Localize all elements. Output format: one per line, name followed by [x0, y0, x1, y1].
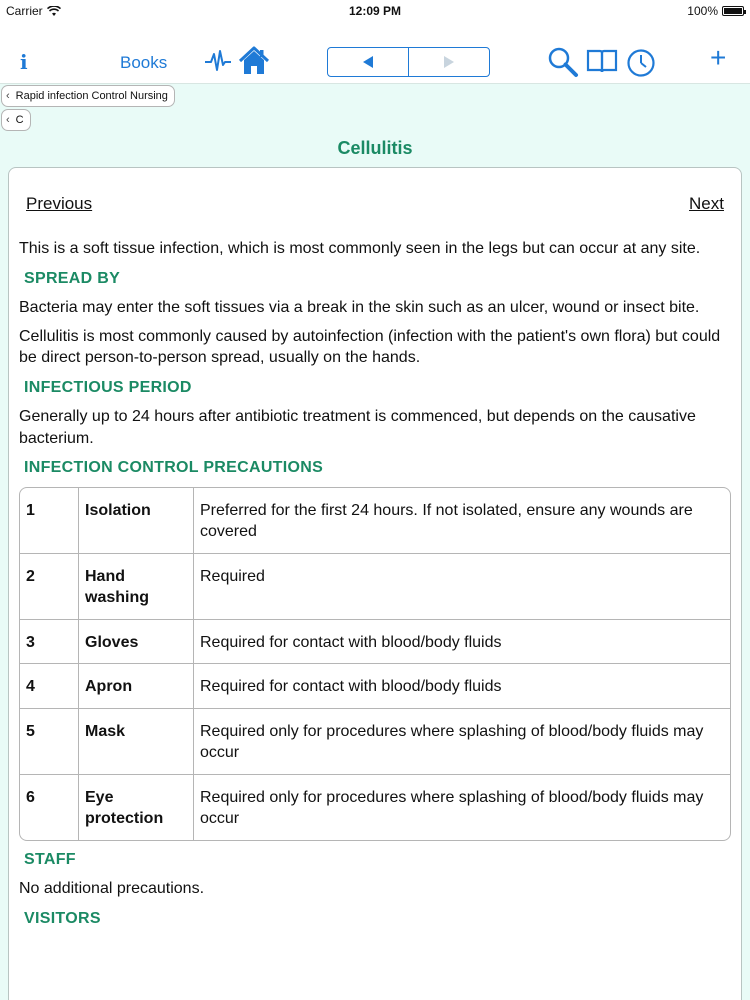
precautions-table	[19, 487, 731, 841]
row-number: 4	[20, 664, 79, 709]
row-value: Preferred for the first 24 hours. If not isolated, ensure any wounds are covered	[194, 488, 730, 554]
table-row	[20, 620, 730, 665]
page-title: Cellulitis	[337, 138, 413, 158]
row-value: Required only for procedures where splashing of blood/body fluids may occur	[200, 788, 704, 827]
breadcrumb-book[interactable]	[1, 85, 175, 107]
info-button[interactable]: i	[20, 50, 28, 74]
staff-paragraph: No additional precautions.	[19, 880, 205, 897]
table-row	[20, 554, 730, 620]
table-row	[20, 488, 730, 554]
bookmarks-button[interactable]	[586, 48, 618, 79]
row-item: Eye protection	[79, 775, 194, 840]
add-button[interactable]: +	[710, 42, 727, 73]
table-row	[20, 664, 730, 709]
history-button[interactable]	[626, 48, 656, 83]
row-number: 1	[20, 488, 79, 554]
battery-percent: 100%	[687, 4, 718, 18]
breadcrumb-label: C	[15, 114, 24, 126]
open-book-icon	[586, 48, 618, 74]
article-body	[19, 238, 735, 937]
search-icon	[547, 46, 579, 78]
row-value: Required only for procedures where splashing of blood/body fluids may occur	[194, 709, 730, 775]
row-value: Required	[194, 554, 730, 620]
battery-indicator	[687, 4, 744, 18]
breadcrumb-label: Rapid infection Control Nursing	[15, 90, 168, 102]
table-row	[20, 775, 730, 840]
section-heading-period: INFECTIOUS PERIOD	[24, 378, 192, 396]
row-value: Required for contact with blood/body fluids	[194, 620, 730, 665]
battery-icon	[722, 6, 744, 16]
left-arrow-icon	[361, 55, 375, 69]
spread-paragraph-1: Bacteria may enter the soft tissues via a break in the skin such as an ulcer, wound or insect bite.	[19, 299, 700, 316]
content-card	[8, 167, 742, 1000]
table-row	[20, 709, 730, 775]
toolbar	[0, 24, 750, 84]
breadcrumb-section[interactable]	[1, 109, 31, 131]
chevron-left-icon: ‹	[6, 114, 10, 126]
next-link[interactable]: Next	[689, 194, 724, 213]
history-nav	[327, 47, 490, 77]
clock-time: 12:09 PM	[348, 4, 402, 18]
spread-paragraph-2: Cellulitis is most commonly caused by autoinfection (infection with the patient's own flora) but could be direct person-to-person spread, usually on the hands.	[19, 327, 721, 366]
pulse-button[interactable]	[204, 48, 232, 79]
row-item: Apron	[79, 664, 194, 709]
right-arrow-icon	[442, 55, 456, 69]
section-heading-spread: SPREAD BY	[24, 269, 121, 287]
row-item: Isolation	[79, 488, 194, 554]
row-item: Gloves	[79, 620, 194, 665]
clock-icon	[626, 48, 656, 78]
forward-button[interactable]	[408, 48, 489, 76]
home-icon	[238, 46, 270, 76]
books-button[interactable]: Books	[120, 53, 168, 72]
status-bar	[0, 0, 750, 24]
section-heading-visitors: VISITORS	[24, 909, 101, 927]
search-button[interactable]	[547, 46, 579, 83]
row-value: Required for contact with blood/body fluids	[194, 664, 730, 709]
row-number: 3	[20, 620, 79, 665]
row-item: Mask	[79, 709, 194, 775]
section-heading-staff: STAFF	[24, 850, 76, 868]
row-item: Hand washing	[79, 554, 194, 620]
chevron-left-icon: ‹	[6, 90, 10, 102]
back-button[interactable]	[328, 48, 408, 76]
period-paragraph: Generally up to 24 hours after antibiotic treatment is commenced, but depends on the causative bacterium.	[19, 408, 696, 447]
row-number: 6	[20, 775, 79, 840]
row-number: 5	[20, 709, 79, 775]
home-button[interactable]	[238, 46, 270, 81]
carrier-label: Carrier	[6, 4, 43, 18]
row-number: 2	[20, 554, 79, 620]
pulse-icon	[204, 48, 232, 74]
section-heading-precautions: INFECTION CONTROL PRECAUTIONS	[24, 459, 324, 476]
intro-paragraph: This is a soft tissue infection, which is most commonly seen in the legs but can occur at any site.	[19, 240, 701, 257]
previous-link[interactable]: Previous	[26, 194, 93, 213]
